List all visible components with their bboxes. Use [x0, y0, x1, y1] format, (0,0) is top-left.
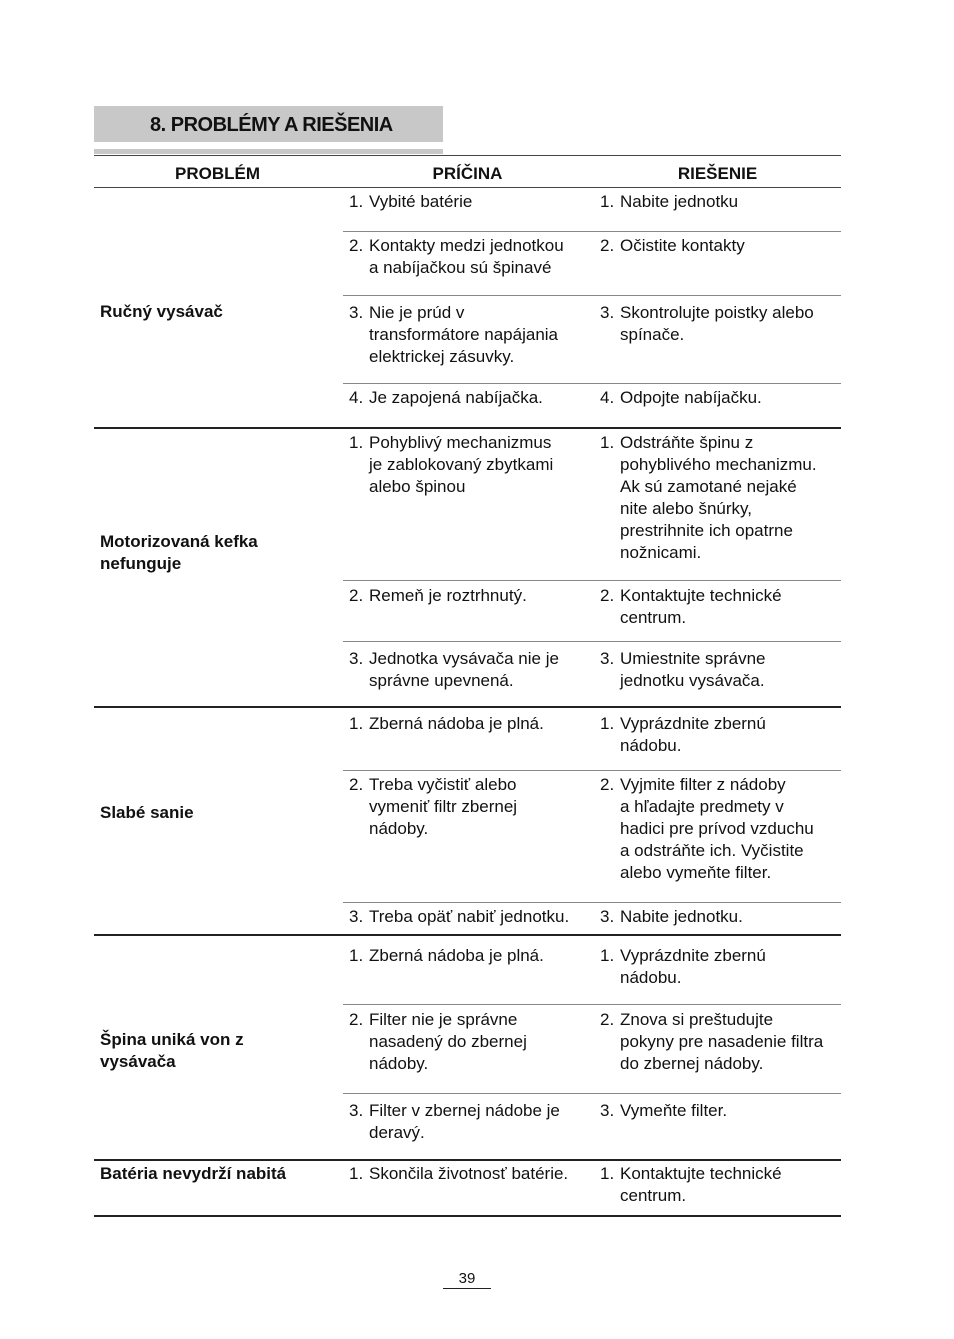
item-text-line: Treba opäť nabiť jednotku.	[369, 907, 570, 926]
item-text-line: nožnicami.	[620, 543, 702, 562]
item-text-line: Treba vyčistiť alebo	[369, 775, 517, 794]
table-top-border	[94, 155, 841, 156]
group-separator	[94, 934, 841, 936]
item-number: 2.	[349, 586, 364, 605]
item-text-line: a hľadajte predmety v	[620, 797, 784, 816]
row-separator	[343, 902, 841, 903]
cause-cell	[349, 191, 589, 213]
item-text-line: Vyprázdnite zbernú	[620, 714, 766, 733]
cause-cell	[349, 945, 589, 967]
item-number: 1.	[349, 192, 364, 211]
item-text-line: nádobu.	[620, 736, 682, 755]
item-text-line: Filter nie je správne	[369, 1010, 518, 1029]
problem-label-line: Motorizovaná kefka	[100, 532, 258, 551]
item-text-line: vymeniť filtr zbernej	[369, 797, 518, 816]
item-text-line: centrum.	[620, 608, 687, 627]
cause-cell	[349, 387, 589, 409]
group-separator	[94, 1215, 841, 1217]
item-text-line: Očistite kontakty	[620, 236, 745, 255]
problem-label-line: vysávača	[100, 1052, 176, 1071]
item-text-line: jednotku vysávača.	[620, 671, 765, 690]
item-number: 3.	[349, 1101, 364, 1120]
header-solution: RIEŠENIE	[677, 164, 758, 183]
row-separator	[343, 580, 841, 581]
item-text-line: Kontakty medzi jednotkou	[369, 236, 564, 255]
item-number: 2.	[600, 1010, 615, 1029]
row-separator	[343, 231, 841, 232]
problem-label	[100, 1029, 244, 1073]
item-text-line: alebo vymeňte filter.	[620, 863, 772, 882]
item-text-line: pokyny pre nasadenie filtra	[620, 1032, 824, 1051]
cause-cell	[349, 1100, 589, 1144]
item-text-line: Skončila životnosť batérie.	[369, 1164, 569, 1183]
page-number-rule	[443, 1288, 491, 1289]
item-text-line: elektrickej zásuvky.	[369, 347, 515, 366]
item-number: 3.	[600, 303, 615, 322]
item-text-line: nádoby.	[369, 819, 429, 838]
item-text-line: pohyblivého mechanizmu.	[620, 455, 817, 474]
problem-label-line: Špina uniká von z	[100, 1030, 244, 1049]
item-text-line: Pohyblivý mechanizmus	[369, 433, 552, 452]
item-number: 1.	[349, 433, 364, 452]
item-number: 3.	[600, 649, 615, 668]
item-text-line: Nabite jednotku.	[620, 907, 743, 926]
problem-label	[100, 1163, 286, 1185]
group-separator	[94, 427, 841, 429]
item-text-line: Filter v zbernej nádobe je	[369, 1101, 560, 1120]
solution-cell	[600, 648, 835, 692]
section-title: 8. PROBLÉMY A RIEŠENIA	[94, 106, 443, 142]
item-number: 2.	[349, 1010, 364, 1029]
row-separator	[343, 383, 841, 384]
item-number: 1.	[600, 714, 615, 733]
item-number: 2.	[349, 775, 364, 794]
cause-cell	[349, 774, 589, 840]
item-number: 1.	[349, 714, 364, 733]
problem-label-line: Batéria nevydrží nabitá	[100, 1164, 287, 1183]
item-number: 4.	[600, 388, 615, 407]
solution-cell	[600, 774, 835, 884]
page-number: 39	[458, 1270, 476, 1287]
item-text-line: a nabíjačkou sú špinavé	[369, 258, 552, 277]
item-text-line: do zbernej nádoby.	[620, 1054, 764, 1073]
item-text-line: Znova si preštudujte	[620, 1010, 774, 1029]
item-number: 2.	[349, 236, 364, 255]
cause-cell	[349, 302, 589, 368]
item-number: 1.	[600, 946, 615, 965]
solution-cell	[600, 191, 835, 213]
item-text-line: Ak sú zamotané nejaké	[620, 477, 797, 496]
cause-cell	[349, 1009, 589, 1075]
item-number: 1.	[600, 433, 615, 452]
solution-cell	[600, 1009, 835, 1075]
item-text-line: prestrihnite ich opatrne	[620, 521, 793, 540]
item-text-line: nádobu.	[620, 968, 682, 987]
item-text-line: Nie je prúd v	[369, 303, 465, 322]
solution-cell	[600, 387, 835, 409]
item-text-line: Jednotka vysávača nie je	[369, 649, 559, 668]
item-text-line: Vymeňte filter.	[620, 1101, 728, 1120]
item-text-line: Remeň je roztrhnutý.	[369, 586, 527, 605]
item-number: 3.	[349, 907, 364, 926]
problem-label	[100, 531, 258, 575]
header-problem: PROBLÉM	[175, 164, 260, 183]
header-cause: PRÍČINA	[432, 164, 503, 183]
solution-cell	[600, 713, 835, 757]
cause-cell	[349, 432, 589, 498]
solution-cell	[600, 432, 835, 564]
item-text-line: nádoby.	[369, 1054, 429, 1073]
solution-cell	[600, 585, 835, 629]
item-text-line: transformátore napájania	[369, 325, 559, 344]
item-text-line: spínače.	[620, 325, 685, 344]
item-text-line: a odstráňte ich. Vyčistite	[620, 841, 804, 860]
item-number: 2.	[600, 236, 615, 255]
item-text-line: hadici pre prívod vzduchu	[620, 819, 814, 838]
item-text-line: nite alebo šnúrky,	[620, 499, 752, 518]
item-text-line: Nabite jednotku	[620, 192, 739, 211]
item-text-line: Zberná nádoba je plná.	[369, 714, 544, 733]
item-number: 1.	[349, 946, 364, 965]
problem-label-line: Ručný vysávač	[100, 302, 223, 321]
item-text-line: Kontaktujte technické	[620, 1164, 782, 1183]
item-number: 1.	[600, 1164, 615, 1183]
item-text-line: Umiestnite správne	[620, 649, 766, 668]
problem-label	[100, 301, 223, 323]
title-underline	[94, 149, 443, 154]
item-text-line: je zablokovaný zbytkami	[369, 455, 554, 474]
item-number: 3.	[349, 303, 364, 322]
item-number: 4.	[349, 388, 364, 407]
header-bottom-border	[94, 187, 841, 188]
solution-cell	[600, 235, 835, 257]
solution-cell	[600, 906, 835, 928]
item-text-line: Vyjmite filter z nádoby	[620, 775, 786, 794]
cause-cell	[349, 585, 589, 607]
group-separator	[94, 706, 841, 708]
item-text-line: správne upevnená.	[369, 671, 514, 690]
solution-cell	[600, 1100, 835, 1122]
item-text-line: centrum.	[620, 1186, 687, 1205]
item-number: 3.	[600, 1101, 615, 1120]
cause-cell	[349, 235, 589, 279]
item-text-line: Odstráňte špinu z	[620, 433, 754, 452]
solution-cell	[600, 302, 835, 346]
problem-label-line: Slabé sanie	[100, 803, 194, 822]
item-text-line: Skontrolujte poistky alebo	[620, 303, 814, 322]
cause-cell	[349, 1163, 589, 1185]
cause-cell	[349, 713, 589, 735]
item-number: 3.	[600, 907, 615, 926]
item-number: 2.	[600, 586, 615, 605]
row-separator	[343, 1004, 841, 1005]
item-text-line: deravý.	[369, 1123, 425, 1142]
row-separator	[343, 1093, 841, 1094]
item-text-line: nasadený do zbernej	[369, 1032, 527, 1051]
item-text-line: Odpojte nabíjačku.	[620, 388, 762, 407]
row-separator	[343, 295, 841, 296]
problem-label	[100, 802, 194, 824]
item-number: 1.	[600, 192, 615, 211]
item-text-line: Vyprázdnite zbernú	[620, 946, 766, 965]
item-number: 3.	[349, 649, 364, 668]
item-text-line: Zberná nádoba je plná.	[369, 946, 544, 965]
item-number: 2.	[600, 775, 615, 794]
item-text-line: Kontaktujte technické	[620, 586, 782, 605]
item-number: 1.	[349, 1164, 364, 1183]
item-text-line: Vybité batérie	[369, 192, 473, 211]
problem-label-line: nefunguje	[100, 554, 182, 573]
item-text-line: Je zapojená nabíjačka.	[369, 388, 543, 407]
item-text-line: alebo špinou	[369, 477, 466, 496]
row-separator	[343, 770, 841, 771]
cause-cell	[349, 906, 589, 928]
solution-cell	[600, 945, 835, 989]
group-separator	[94, 1159, 841, 1161]
row-separator	[343, 641, 841, 642]
solution-cell	[600, 1163, 835, 1207]
cause-cell	[349, 648, 589, 692]
